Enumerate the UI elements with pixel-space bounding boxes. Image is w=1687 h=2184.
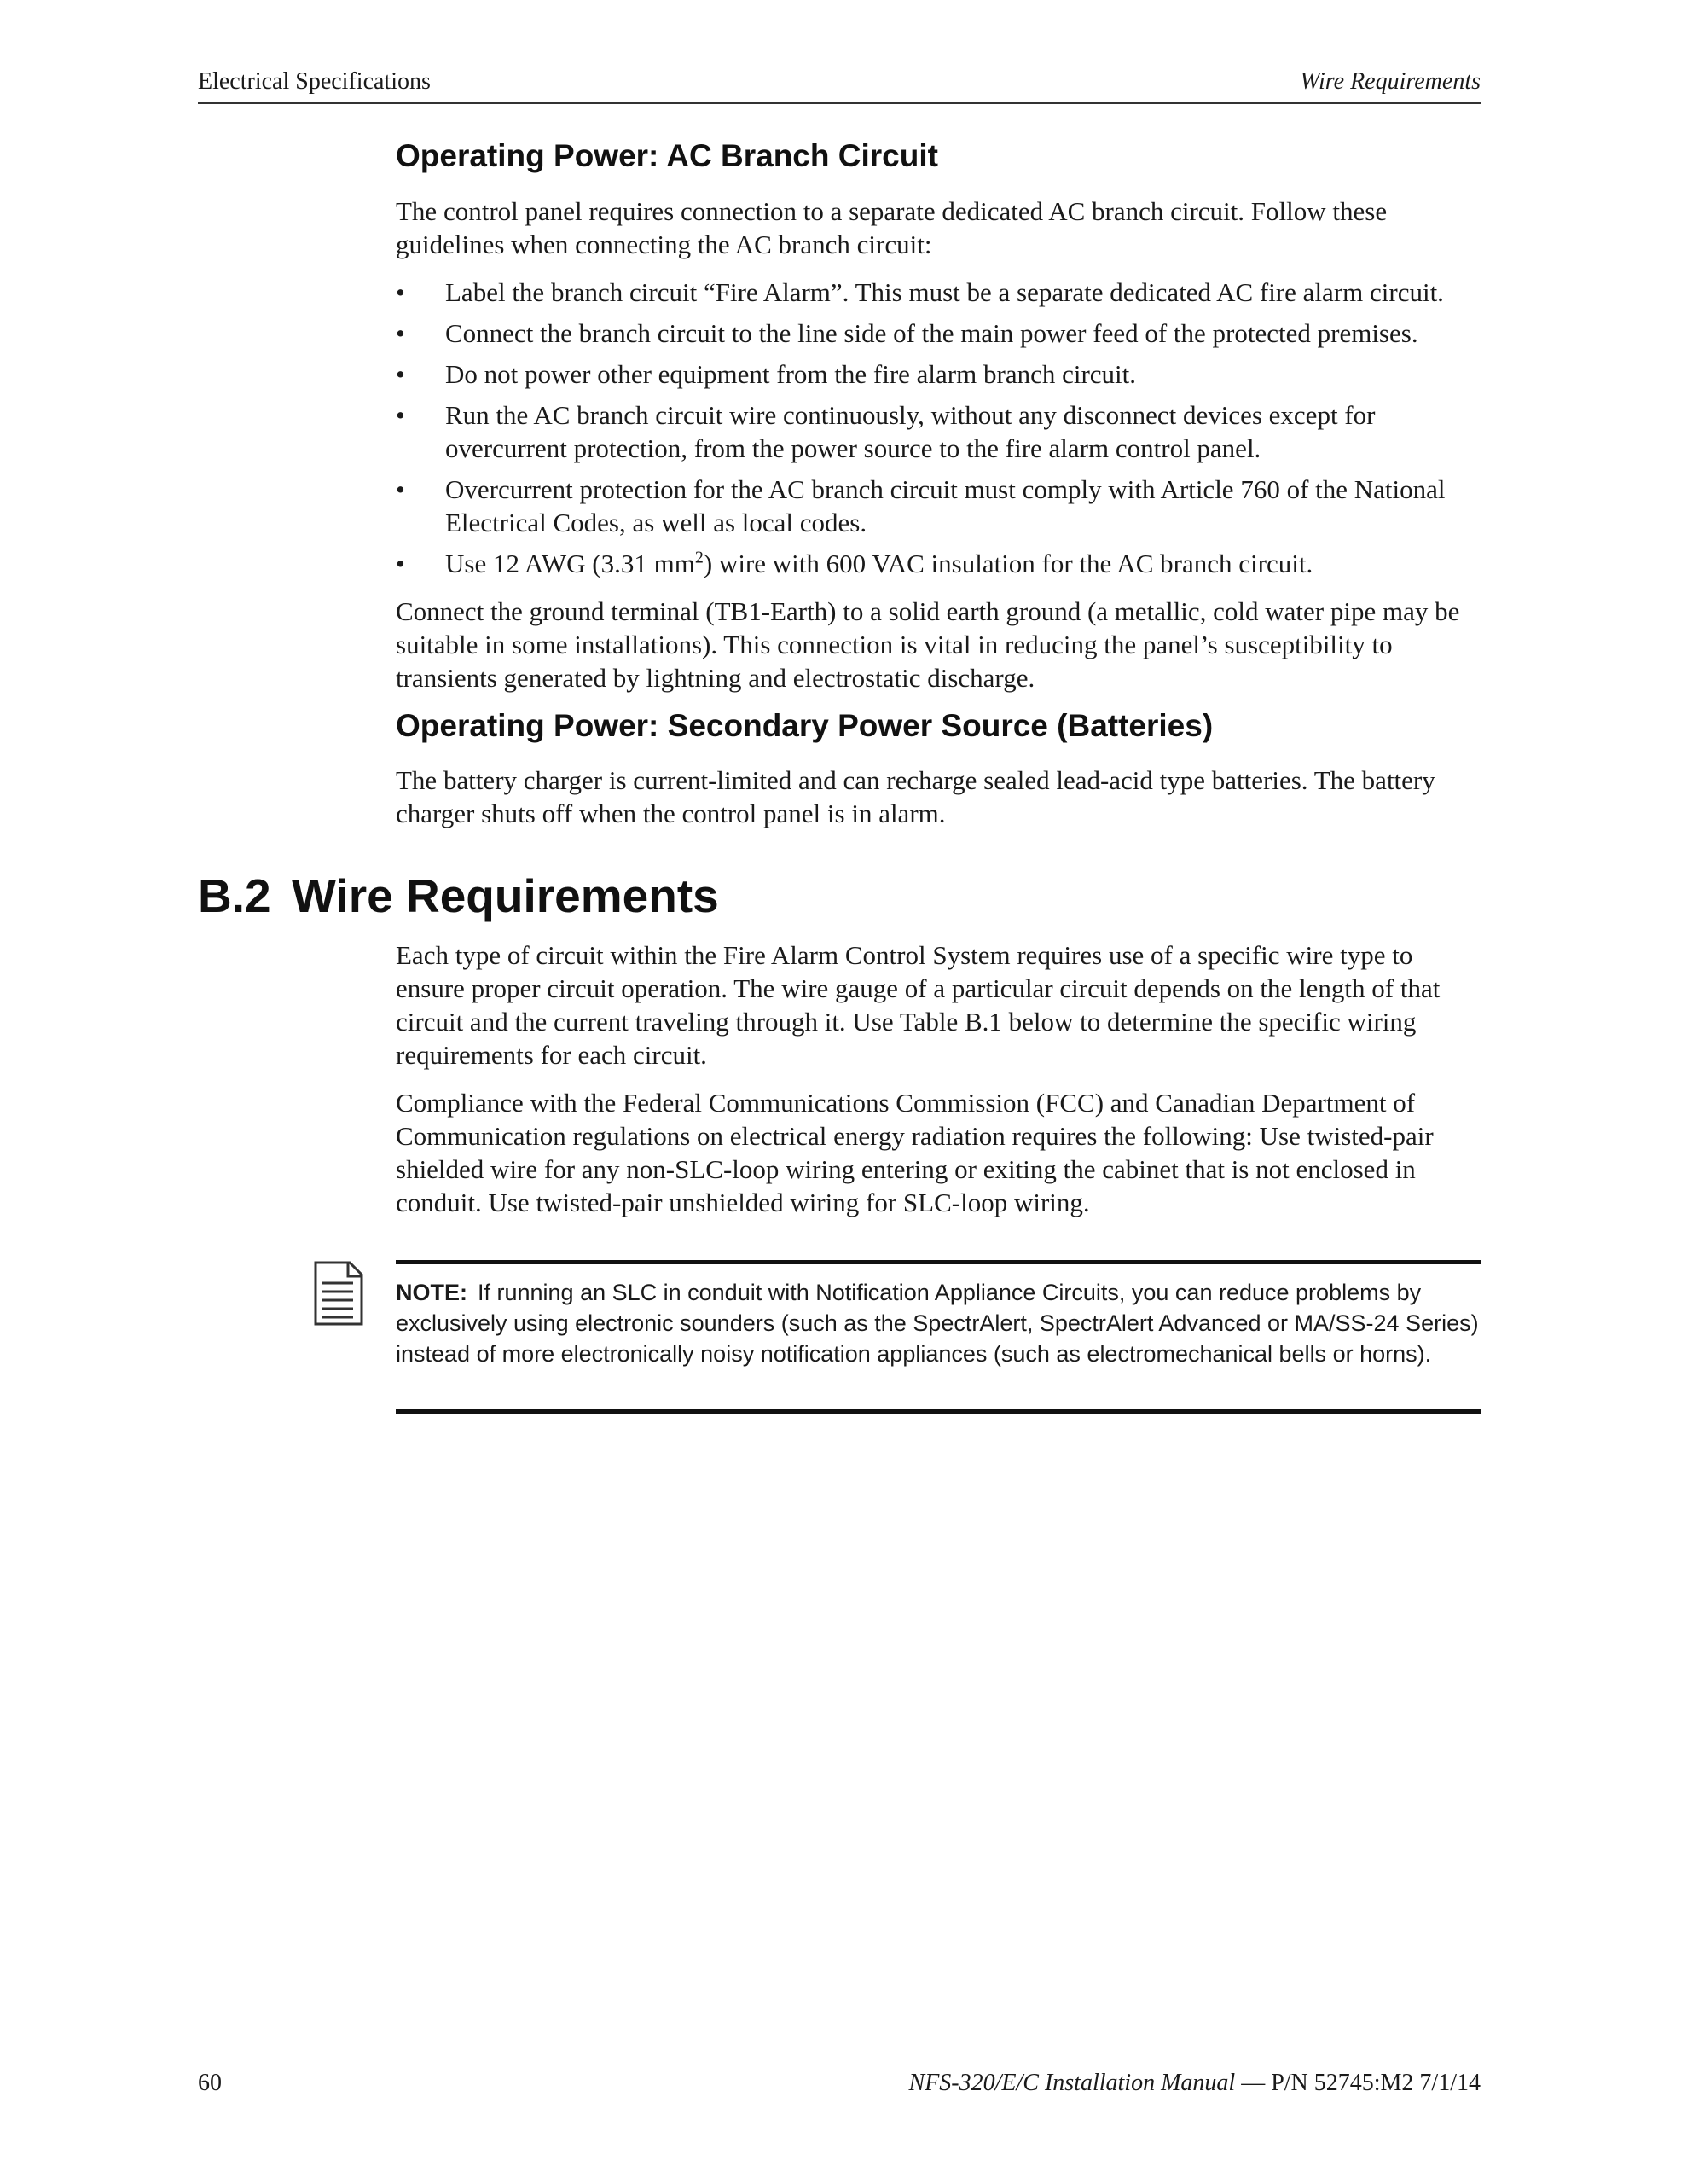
list-item-text: Connect the branch circuit to the line side of the main power feed of the protected premises.	[445, 318, 1418, 348]
battery-paragraph: The battery charger is current-limited and can recharge sealed lead-acid type batteries. The battery charger shuts off when the control panel is in alarm.	[396, 765, 1435, 828]
list-item-text: Label the branch circuit “Fire Alarm”. This must be a separate dedicated AC fire alarm circuit.	[445, 277, 1444, 307]
ac-guidelines-list	[396, 276, 1496, 588]
ac-heading: Operating Power: AC Branch Circuit	[396, 138, 938, 173]
part-number: — P/N 52745:M2 7/1/14	[1235, 2070, 1481, 2096]
note-text	[396, 1277, 1481, 1369]
note-label: NOTE:	[396, 1280, 467, 1305]
list-item: • Overcurrent protection for the AC branch circuit must comply with Article 760 of the National Electrical Codes, as well as local codes.	[396, 474, 1446, 537]
section-number: B.2	[198, 869, 271, 922]
section-title-text: Wire Requirements	[292, 869, 719, 922]
section-title	[198, 868, 719, 923]
ac-intro: The control panel requires connection to a separate dedicated AC branch circuit. Follow these guidelines when connecting the AC branch circuit:	[396, 196, 1388, 259]
header-topic: Wire Requirements	[1300, 68, 1481, 95]
wire-paragraph-2: Compliance with the Federal Communications Commission (FCC) and Canadian Department of Communication regulations on electrical energy radiation requires the following: Use twisted-pair shielded wire for any non-SLC-loop wiring entering or exiting the cabinet that is not enclosed in conduit. Use twisted-pair unshielded wiring for SLC-loop wiring.	[396, 1088, 1434, 1217]
list-item: • Run the AC branch circuit wire continuously, without any disconnect devices except for overcurrent protection, from the power source to the fire alarm control panel.	[396, 400, 1376, 463]
wire-paragraph-1: Each type of circuit within the Fire Alarm Control System requires use of a specific wire type to ensure proper circuit operation. The wire gauge of a particular circuit depends on the length of that circuit and the current traveling through it. Use Table B.1 below to determine the specific wiring requirements for each circuit.	[396, 940, 1441, 1070]
manual-title: NFS-320/E/C Installation Manual	[908, 2070, 1236, 2096]
page-header	[198, 65, 1481, 104]
list-item-text: Run the AC branch circuit wire continuously, without any disconnect devices except for overcurrent protection, from the power source to the fire alarm control panel.	[445, 400, 1376, 463]
ground-paragraph: Connect the ground terminal (TB1-Earth) to a solid earth ground (a metallic, cold water pipe may be suitable in some installations). This connection is vital in reducing the panel’s susceptibility to transients generated by lightning and electrostatic discharge.	[396, 596, 1460, 693]
list-item-text: Overcurrent protection for the AC branch circuit must comply with Article 760 of the National Electrical Codes, as well as local codes.	[445, 474, 1446, 537]
note-body: If running an SLC in conduit with Notification Appliance Circuits, you can reduce problems by exclusively using electronic sounders (such as the SpectrAlert, SpectrAlert Advanced or MA/SS-24 Series) instead of more electronically noisy notification appliances (such as electromechanical bells or horns).	[396, 1280, 1479, 1367]
list-item-text: Use 12 AWG (3.31 $mm^2$) wire with 600 VAC insulation for the AC branch circuit.	[445, 548, 1313, 578]
manual-info	[909, 2070, 1481, 2097]
list-item-text: Do not power other equipment from the fire alarm branch circuit.	[445, 359, 1137, 389]
list-item: • Connect the branch circuit to the line side of the main power feed of the protected premises.	[396, 318, 1418, 348]
battery-heading: Operating Power: Secondary Power Source (Batteries)	[396, 708, 1214, 743]
list-item: • Do not power other equipment from the fire alarm branch circuit.	[396, 359, 1137, 389]
list-item: • Label the branch circuit “Fire Alarm”. This must be a separate dedicated AC fire alarm circuit.	[396, 277, 1444, 307]
page-number: 60	[198, 2070, 222, 2096]
list-item: • Use 12 AWG (3.31 $mm^2$) wire with 600 VAC insulation for the AC branch circuit.	[396, 548, 1313, 578]
note-box	[396, 1260, 1481, 1414]
note-document-icon	[314, 1261, 363, 1326]
header-section: Electrical Specifications	[198, 68, 431, 95]
